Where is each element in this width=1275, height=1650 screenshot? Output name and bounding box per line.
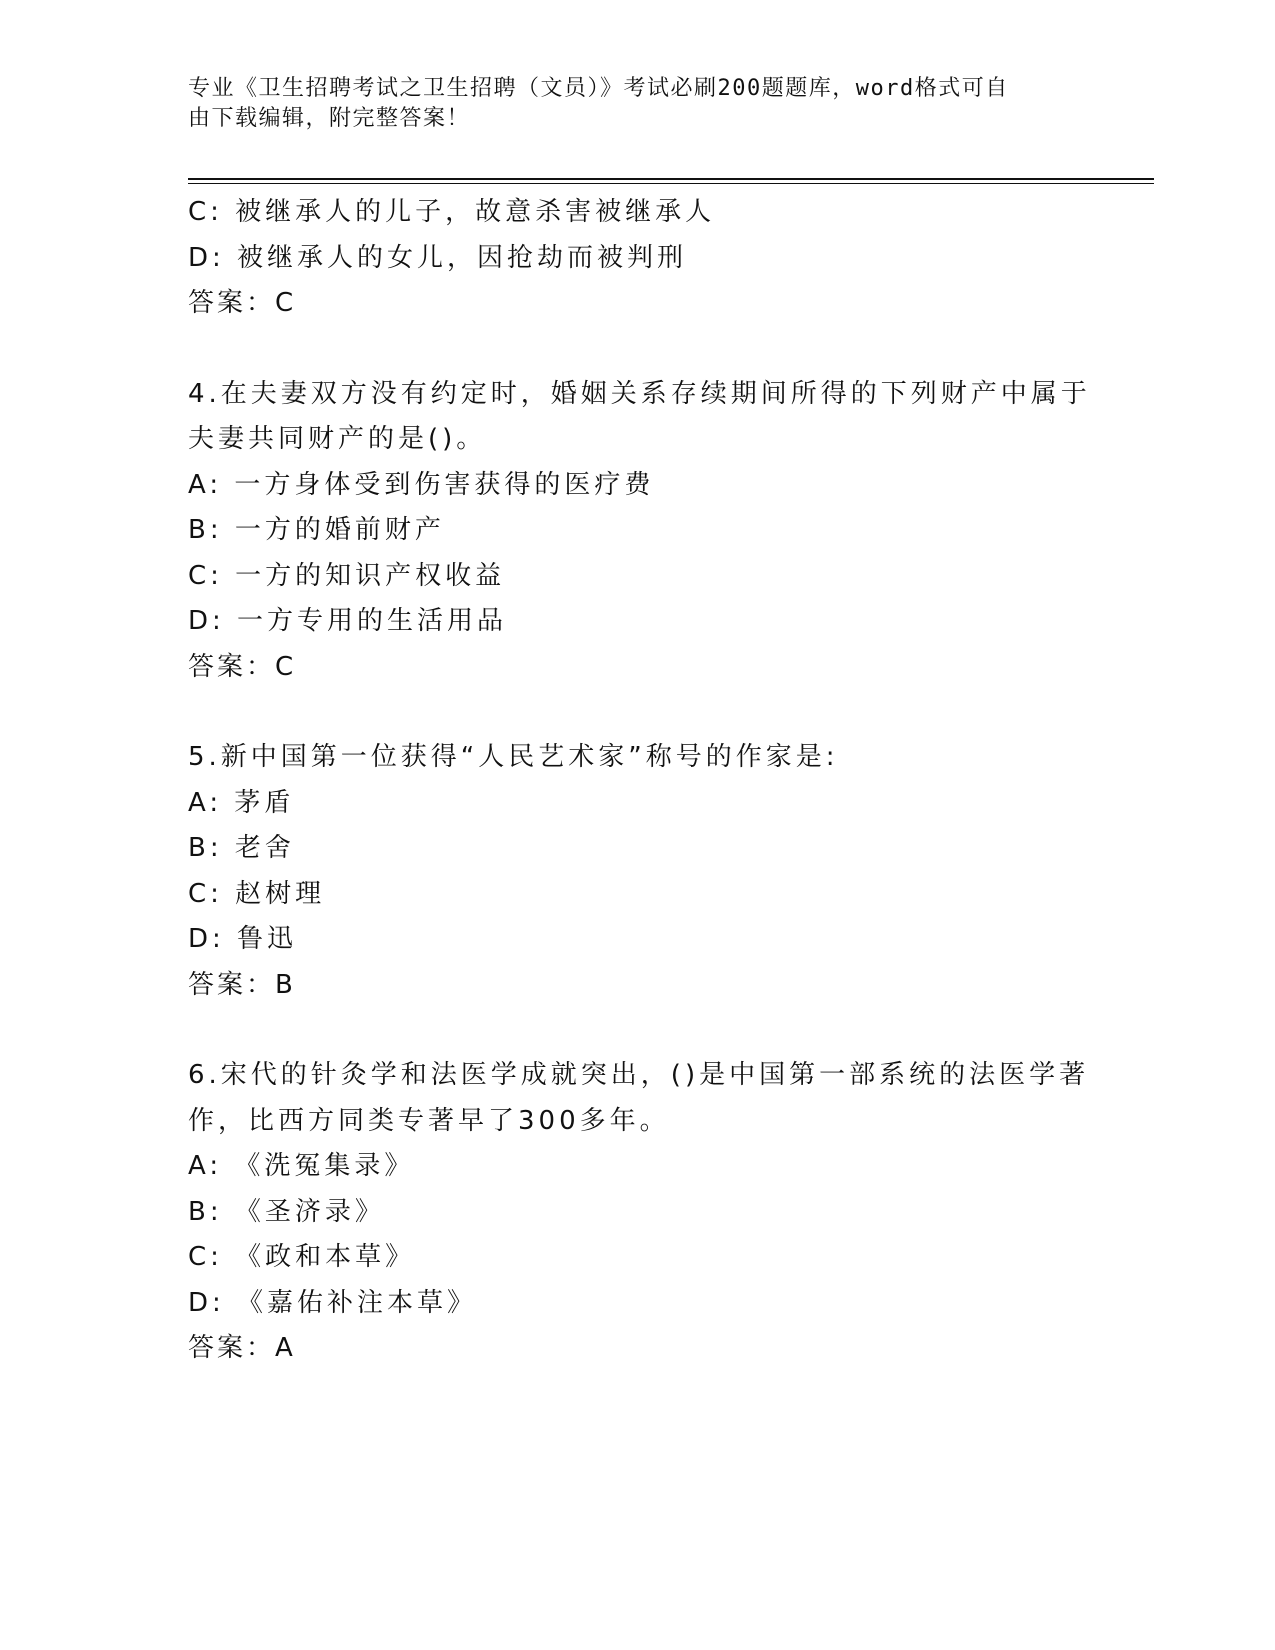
answer: 答案：B (188, 969, 296, 1000)
option-a: A: 茅盾 (188, 787, 295, 818)
header-line-2: 由下载编辑，附完整答案！ (188, 106, 471, 131)
option-b: B: 老舍 (188, 833, 295, 863)
document-header (188, 74, 1068, 134)
spacer (188, 1008, 1088, 1053)
answer: 答案：A (188, 1333, 296, 1363)
answer: 答案：C (188, 651, 297, 682)
question-3 (188, 190, 1088, 327)
option-c: C: 赵树理 (188, 878, 326, 909)
question-stem-continued: 作，比西方同类专著早了300多年。 (188, 1105, 670, 1136)
spacer (188, 327, 1088, 372)
header-divider-thin (188, 183, 1154, 184)
header-line-1: 专业《卫生招聘考试之卫生招聘（文员）》考试必刷200题题库，word格式可自 (188, 76, 1009, 101)
option-a: A: 《洗冤集录》 (188, 1151, 415, 1181)
option-c: C: 一方的知识产权收益 (188, 560, 506, 591)
header-divider-thick (188, 178, 1154, 180)
spacer (188, 690, 1088, 735)
option-d: D: 鲁迅 (188, 924, 298, 954)
question-5 (188, 735, 1088, 1008)
option-b: B: 《圣济录》 (188, 1196, 385, 1227)
question-stem-continued: 夫妻共同财产的是()。 (188, 424, 487, 454)
question-stem: 5.新中国第一位获得“人民艺术家”称号的作家是: (188, 742, 839, 772)
option-c: C: 《政和本草》 (188, 1242, 416, 1272)
question-stem: 4.在夫妻双方没有约定时，婚姻关系存续期间所得的下列财产中属于 (188, 378, 1091, 409)
question-4 (188, 372, 1091, 691)
option-d: D: 被继承人的女儿，因抢劫而被判刑 (188, 242, 688, 273)
option-d: D: 一方专用的生活用品 (188, 606, 508, 636)
option-b: B: 一方的婚前财产 (188, 515, 445, 545)
question-list (188, 190, 1091, 1372)
question-stem: 6.宋代的针灸学和法医学成就突出，()是中国第一部系统的法医学著 (188, 1060, 1090, 1090)
option-c: C: 被继承人的儿子，故意杀害被继承人 (188, 197, 716, 227)
option-d: D: 《嘉佑补注本草》 (188, 1287, 478, 1318)
option-a: A: 一方身体受到伤害获得的医疗费 (188, 469, 655, 500)
answer: 答案：C (188, 288, 297, 318)
question-6 (188, 1053, 1088, 1372)
